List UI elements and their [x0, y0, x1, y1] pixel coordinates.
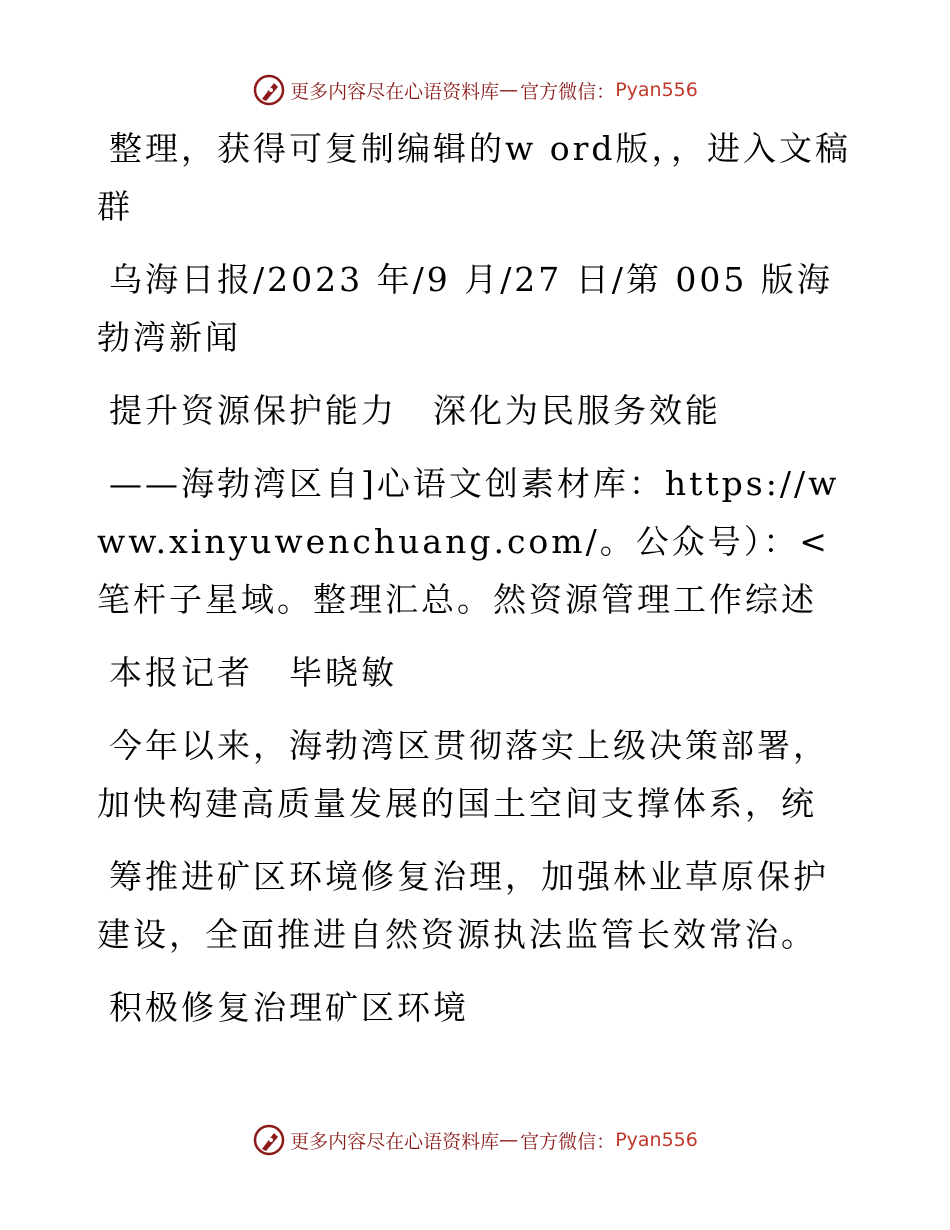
footer-watermark [0, 1120, 950, 1160]
document-body [97, 120, 857, 1052]
paragraph-body-1: 今年以来，海勃湾区贯彻落实上级决策部署，加快构建高质量发展的国土空间支撑体系，统 [97, 726, 829, 823]
article-byline: 本报记者 毕晓敏 [109, 653, 397, 692]
article-title: 提升资源保护能力 深化为民服务效能 [109, 391, 721, 430]
watermark-wechat-id: Pyan556 [615, 1129, 698, 1151]
watermark-main-text: 更多内容尽在心语资料库 [290, 80, 500, 103]
paragraph-intro: 整理，获得可复制编辑的w ord版，，进入文稿群 [97, 129, 852, 226]
watermark-wechat-id: Pyan556 [615, 79, 698, 101]
pen-nib-logo-icon [252, 73, 286, 107]
watermark-separator: — [499, 79, 519, 101]
paragraph-body-2: 筹推进矿区环境修复治理，加强林业草原保护建设，全面推进自然资源执法监管长效常治。 [97, 857, 829, 954]
watermark-separator: — [499, 1129, 519, 1151]
section-heading: 积极修复治理矿区环境 [109, 988, 469, 1027]
watermark-official-label: 官方微信： [520, 1130, 616, 1153]
header-watermark [0, 70, 950, 110]
watermark-main-text: 更多内容尽在心语资料库 [290, 1130, 500, 1153]
article-subtitle: ——海勃湾区自]心语文创素材库：https://www.xinyuwenchuang.com/。公众号）：<笔杆子星域。整理汇总。然资源管理工作综述 [97, 464, 840, 619]
watermark-official-label: 官方微信： [520, 80, 616, 103]
pen-nib-logo-icon [252, 1123, 286, 1157]
paragraph-source: 乌海日报/2023 年/9 月/27 日/第 005 版海勃湾新闻 [97, 260, 833, 357]
